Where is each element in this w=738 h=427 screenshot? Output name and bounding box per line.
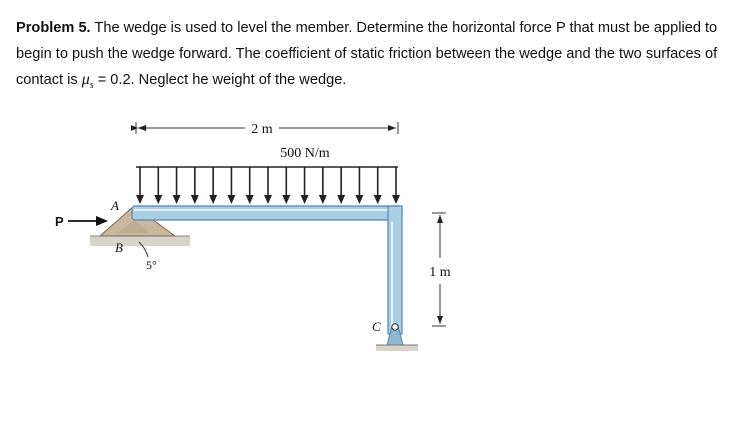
problem-label: Problem 5. bbox=[16, 20, 91, 36]
point-c-label: C bbox=[372, 319, 381, 334]
load-arrow-head bbox=[374, 195, 382, 204]
load-arrow-head bbox=[301, 195, 309, 204]
height-dimension bbox=[429, 213, 451, 326]
load-arrow-head bbox=[191, 195, 199, 204]
beam-vertical bbox=[388, 206, 402, 334]
span-label: 2 m bbox=[251, 122, 273, 137]
load-arrow-head bbox=[264, 195, 272, 204]
mu-subscript: s bbox=[89, 80, 94, 92]
problem-text: The wedge is used to level the member. Determine the horizontal force P that must be applied to begin to push the wedge forward. The coefficient of static friction between the wedge and the two surfaces of contact is bbox=[16, 20, 718, 88]
beam-horizontal bbox=[132, 206, 402, 220]
load-arrow-head bbox=[154, 195, 162, 204]
force-p bbox=[55, 214, 108, 229]
force-label: P bbox=[55, 214, 64, 229]
load-arrow-head bbox=[282, 195, 290, 204]
load-arrow-head bbox=[319, 195, 327, 204]
angle-label: 5° bbox=[146, 258, 157, 272]
distributed-load bbox=[136, 167, 400, 204]
load-arrow-head bbox=[209, 195, 217, 204]
left-ground bbox=[90, 236, 190, 246]
pin-support-c bbox=[376, 324, 418, 351]
problem-text-end: = 0.2. Neglect he weight of the wedge. bbox=[93, 72, 347, 88]
load-arrow-head bbox=[246, 195, 254, 204]
load-arrow-head bbox=[227, 195, 235, 204]
load-arrow-head bbox=[355, 195, 363, 204]
point-a-label: A bbox=[111, 198, 119, 213]
height-label: 1 m bbox=[429, 265, 451, 280]
load-arrow-head bbox=[173, 195, 181, 204]
span-dimension bbox=[136, 122, 398, 137]
load-arrows bbox=[136, 167, 400, 204]
load-arrow-head bbox=[392, 195, 400, 204]
load-arrow-head bbox=[337, 195, 345, 204]
load-label: 500 N/m bbox=[280, 146, 330, 161]
point-b-label: B bbox=[115, 240, 123, 255]
load-arrow-head bbox=[136, 195, 144, 204]
mu-letter: μ bbox=[81, 71, 90, 88]
